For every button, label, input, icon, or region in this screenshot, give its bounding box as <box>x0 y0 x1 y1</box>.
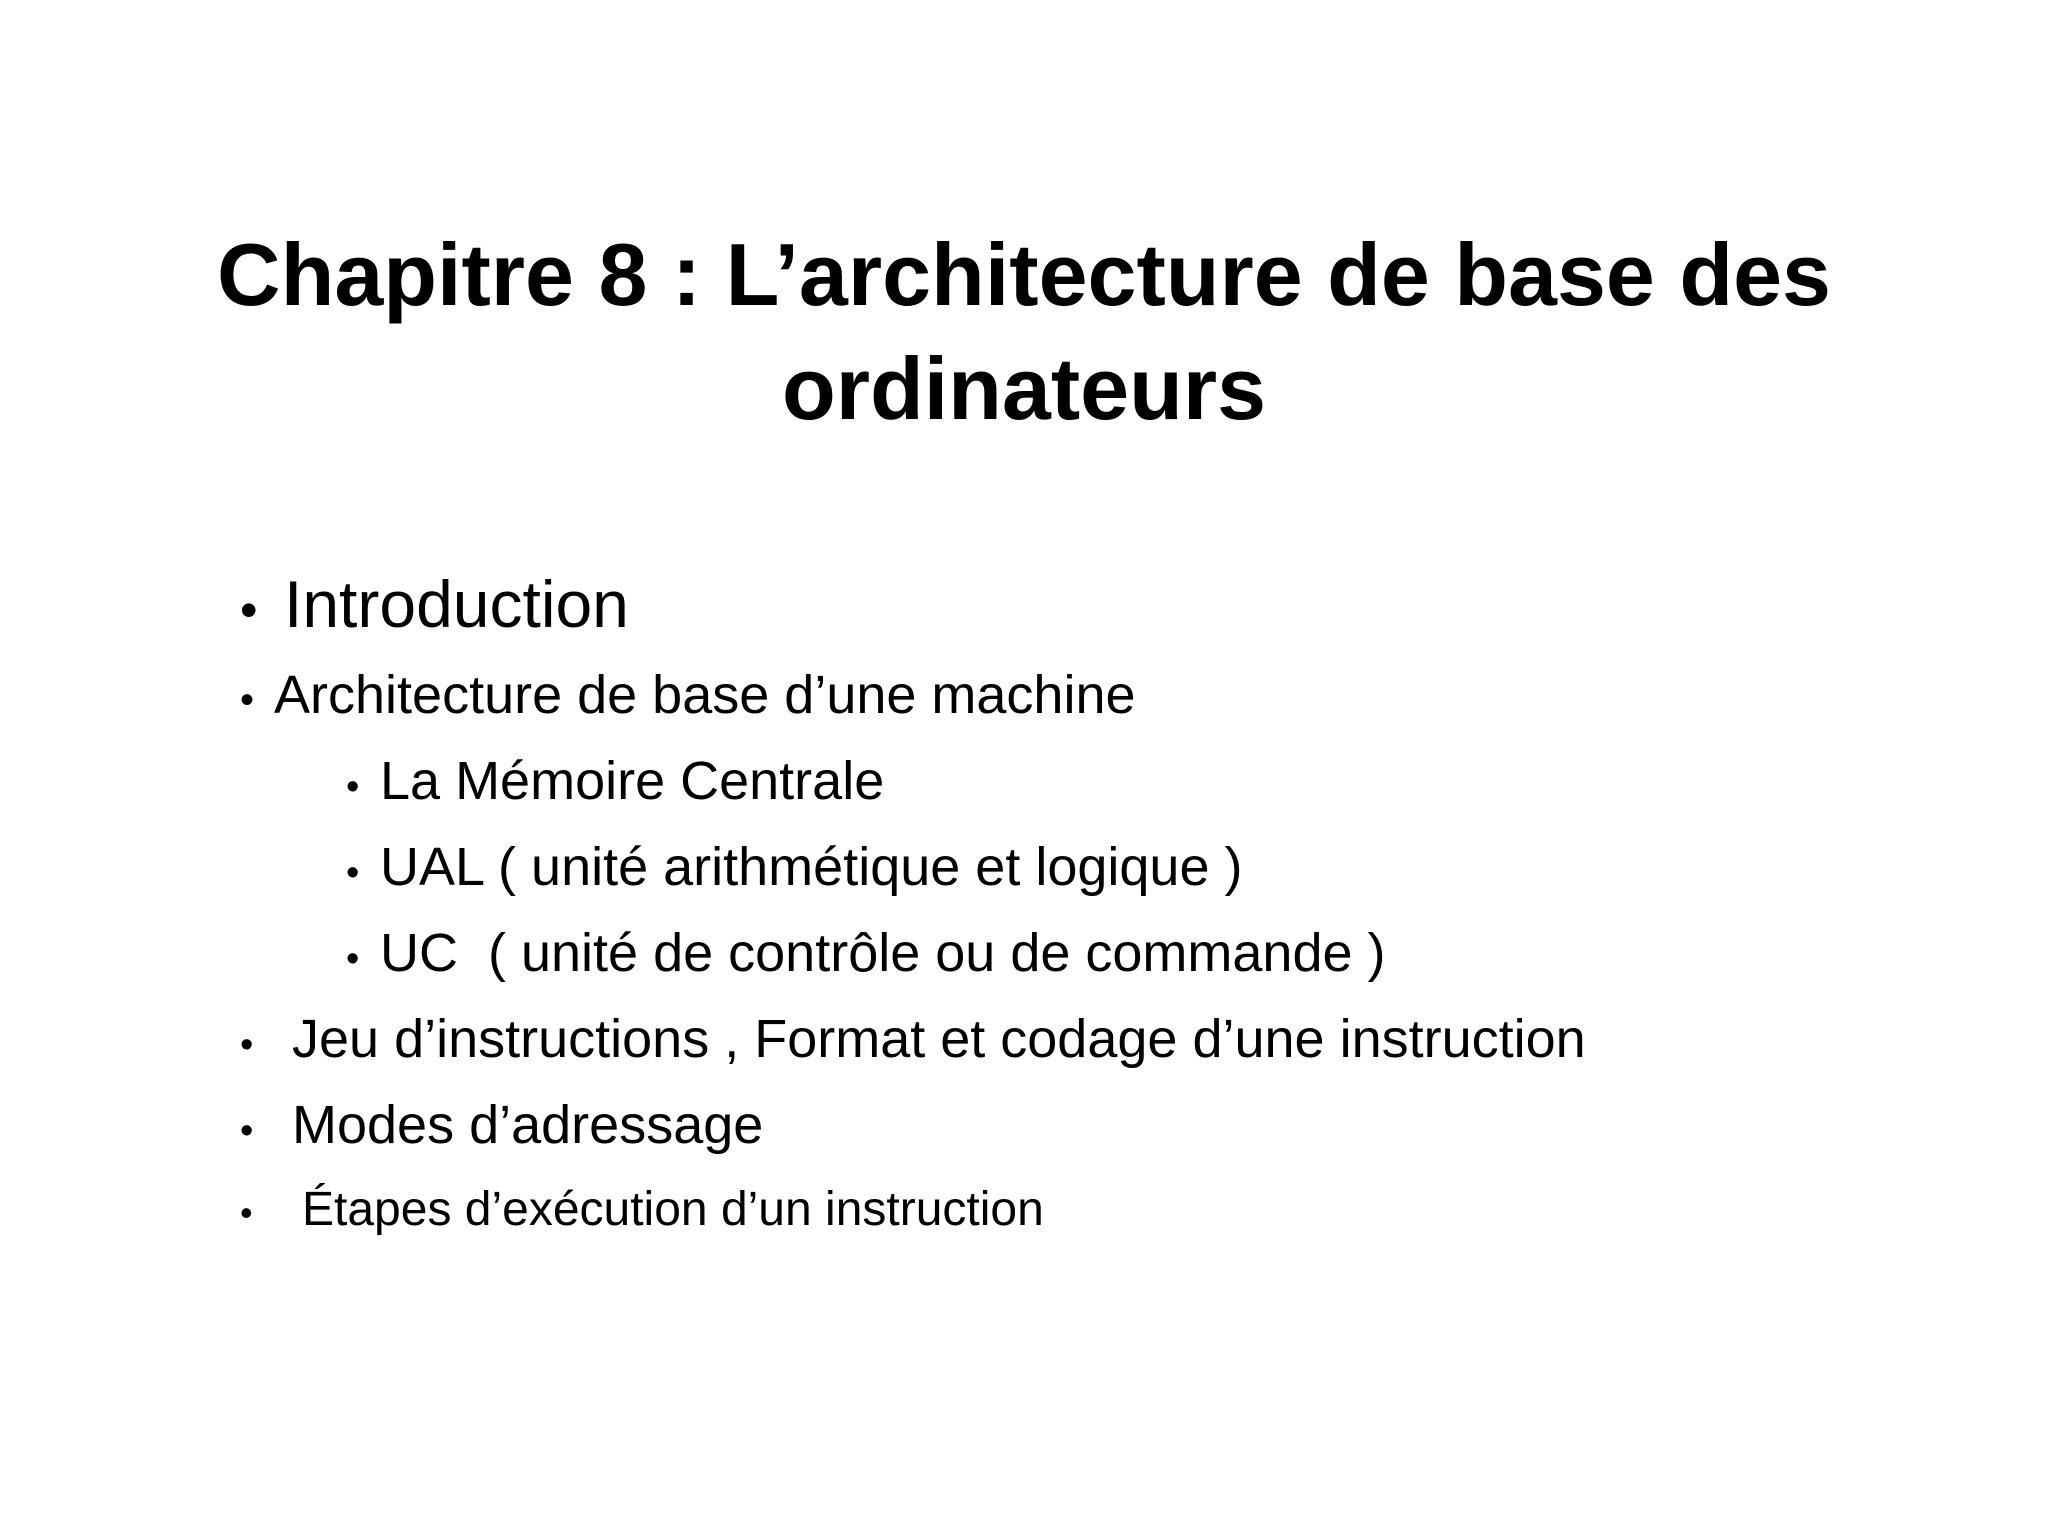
bullet-icon: • <box>346 852 360 894</box>
bullet-icon: • <box>240 1110 254 1152</box>
bullet-item-text: Étapes d’exécution d’un instruction <box>302 1183 1044 1236</box>
sub-bullet-item-ual <box>346 836 1242 898</box>
bullet-icon: • <box>240 1024 254 1066</box>
slide-title-line-2: ordinateurs <box>781 339 1267 438</box>
bullet-icon: • <box>346 766 360 808</box>
bullet-item-modes-adressage <box>240 1094 763 1156</box>
bullet-item-text: Introduction <box>284 567 629 641</box>
slide-title <box>0 218 2048 446</box>
slide-title-line-1: Chapitre 8 : L’architecture de base des <box>217 225 1831 324</box>
bullet-icon: • <box>240 582 258 638</box>
bullet-item-text: Modes d’adressage <box>292 1095 764 1155</box>
bullet-item-text: Architecture de base d’une machine <box>274 665 1136 725</box>
bullet-item-architecture <box>240 664 1136 726</box>
bullet-item-introduction <box>240 566 629 642</box>
bullet-item-text: La Mémoire Centrale <box>380 751 885 811</box>
bullet-icon: • <box>346 938 360 980</box>
bullet-item-text: Jeu d’instructions , Format et codage d’une instruction <box>292 1009 1586 1069</box>
sub-bullet-item-memoire <box>346 750 884 812</box>
bullet-item-text: UC ( unité de contrôle ou de commande ) <box>380 923 1386 983</box>
bullet-item-jeu-instructions <box>240 1008 1586 1070</box>
bullet-icon: • <box>240 678 255 722</box>
sub-bullet-item-uc <box>346 922 1386 984</box>
bullet-item-text: UAL ( unité arithmétique et logique ) <box>380 837 1243 897</box>
bullet-item-etapes-execution <box>240 1182 1044 1237</box>
bullet-icon: • <box>240 1192 253 1233</box>
